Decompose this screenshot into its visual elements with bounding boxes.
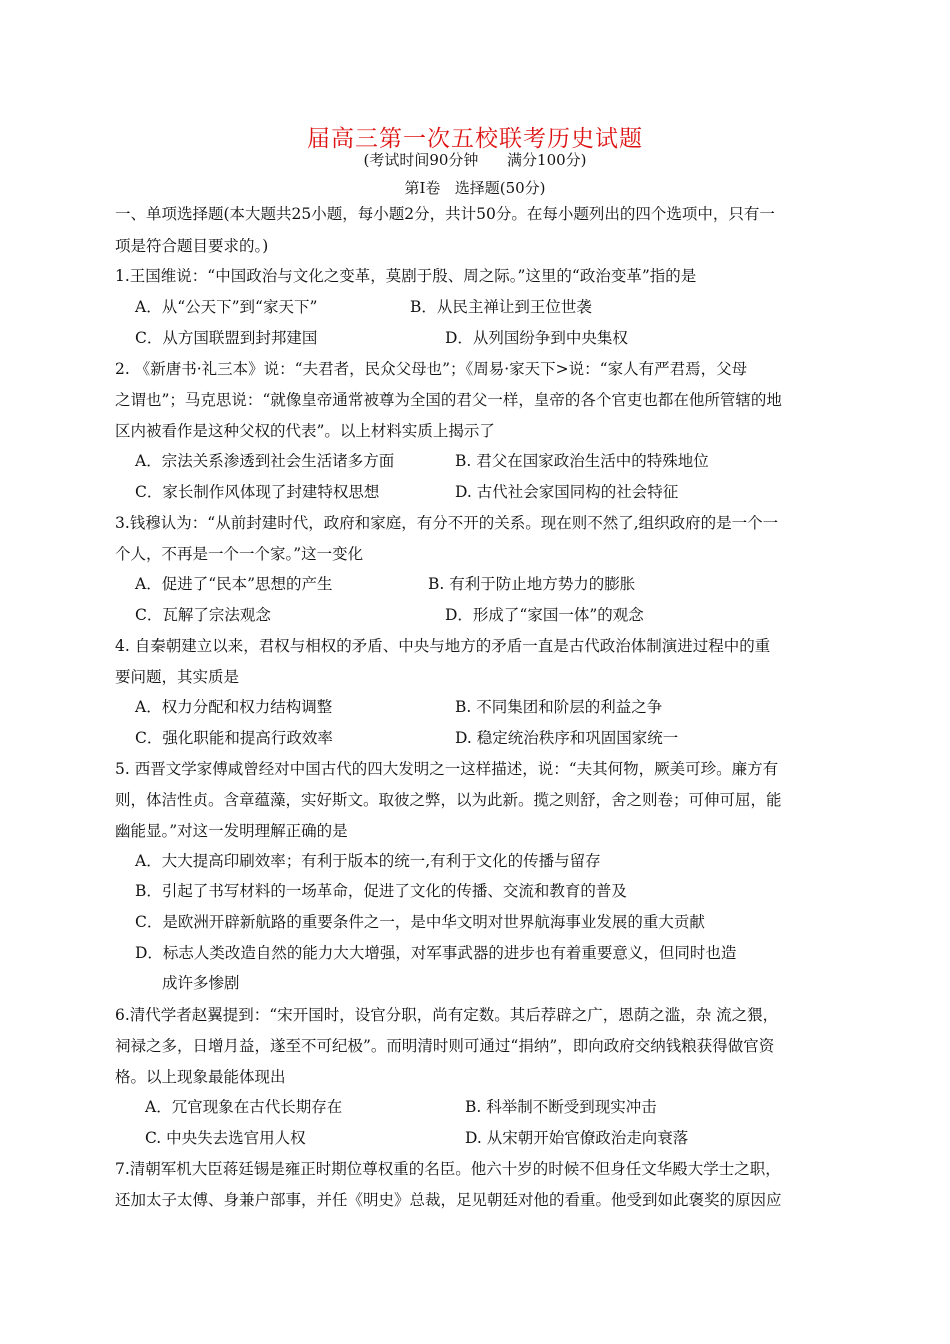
q3-stem-1: 3.钱穆认为：“从前封建时代，政府和家庭，有分不开的关系。现在则不然了,组织政府的是一个一	[115, 514, 779, 532]
q3-option-d: D．形成了“家国一体”的观念	[445, 606, 644, 624]
q5-option-c: C．是欧洲开辟新航路的重要条件之一，是中华文明对世界航海事业发展的重大贡献	[135, 913, 705, 931]
q2-stem-2: 之谓也”；马克思说：“就像皇帝通常被尊为全国的君父一样，皇帝的各个官吏也都在他所管辖的地	[115, 391, 782, 409]
page-title: 届高三第一次五校联考历史试题	[307, 126, 643, 152]
q6-stem-1: 6.清代学者赵翼提到：“宋开国时，设官分职，尚有定数。其后荐辟之广，恩荫之滥，杂 流之猥，	[115, 1006, 779, 1024]
q2-stem-1: 2. 《新唐书·礼三本》说：“夫君者，民众父母也”；《周易·家天下>说：“家人有严君焉，父母	[115, 360, 748, 378]
q6-option-d: D. 从宋朝开始官僚政治走向衰落	[465, 1129, 689, 1147]
q7-stem-1: 7.清朝军机大臣蒋廷锡是雍正时期位尊权重的名臣。他六十岁的时候不但身任文华殿大学士之职，	[115, 1160, 781, 1178]
q2-option-b: B. 君父在国家政治生活中的特殊地位	[455, 452, 709, 470]
q6-stem-3: 格。以上现象最能体现出	[115, 1068, 286, 1086]
q6-option-b: B. 科举制不断受到现实冲击	[465, 1098, 657, 1116]
q3-option-c: C．瓦解了宗法观念	[135, 606, 271, 624]
q2-stem-3: 区内被看作是这种父权的代表”。以上材料实质上揭示了	[115, 422, 495, 440]
q4-option-d: D. 稳定统治秩序和巩固国家统一	[455, 729, 679, 747]
instructions-line-1: 一、单项选择题(本大题共25小题，每小题2分，共计50分。在每小题列出的四个选项中，只有一	[115, 205, 775, 223]
q3-option-b: B. 有利于防止地方势力的膨胀	[428, 575, 636, 593]
q1-stem: 1.王国维说：“中国政治与文化之变革，莫剧于殷、周之际。”这里的“政治变革”指的是	[115, 267, 697, 285]
q1-option-c: C．从方国联盟到封邦建国	[135, 329, 318, 347]
q4-option-c: C．强化职能和提高行政效率	[135, 729, 333, 747]
q6-option-c: C. 中央失去选官用人权	[145, 1129, 306, 1147]
q1-option-d: D．从列国纷争到中央集权	[445, 329, 628, 347]
q6-option-a: A．冗官现象在古代长期存在	[145, 1098, 343, 1116]
q4-option-b: B. 不同集团和阶层的利益之争	[455, 698, 663, 716]
q5-stem-2: 则，体洁性贞。含章蕴藻，实好斯文。取彼之弊，以为此新。揽之则舒，舍之则卷；可伸可屈，能	[115, 791, 782, 809]
q2-option-d: D. 古代社会家国同构的社会特征	[455, 483, 679, 501]
q3-option-a: A．促进了“民本”思想的产生	[135, 575, 333, 593]
q5-stem-3: 幽能显。”对这一发明理解正确的是	[115, 822, 348, 840]
q2-option-a: A．宗法关系渗透到社会生活诸多方面	[135, 452, 395, 470]
q5-option-d-continued: 成许多惨剧	[162, 974, 240, 992]
q7-stem-2: 还加太子太傅、身兼户部事，并任《明史》总裁，足见朝廷对他的看重。他受到如此褒奖的原因应	[115, 1191, 782, 1209]
instructions-line-2: 项是符合题目要求的。)	[115, 237, 269, 255]
q1-option-a: A．从“公天下”到“家天下”	[135, 298, 318, 316]
exam-info: (考试时间90分钟 满分100分)	[363, 151, 587, 169]
q6-stem-2: 祠禄之多，日增月益，遂至不可纪极”。而明清时则可通过“捐纳”，即向政府交纳钱粮获得做官资	[115, 1037, 775, 1055]
section-heading: 第Ⅰ卷 选择题(50分)	[404, 179, 546, 197]
q1-option-b: B．从民主禅让到王位世袭	[410, 298, 592, 316]
q3-stem-2: 个人，不再是一个一个家。”这一变化	[115, 545, 364, 563]
q5-option-b: B．引起了书写材料的一场革命，促进了文化的传播、交流和教育的普及	[135, 882, 627, 900]
q2-option-c: C．家长制作风体现了封建特权思想	[135, 483, 380, 501]
q5-stem-1: 5. 西晋文学家傅咸曾经对中国古代的四大发明之一这样描述，说：“夫其何物，厥美可珍。廉方有	[115, 760, 779, 778]
q5-option-a: A．大大提高印刷效率；有利于版本的统一,有利于文化的传播与留存	[135, 852, 601, 870]
q5-option-d: D．标志人类改造自然的能力大大增强，对军事武器的进步也有着重要意义，但同时也造	[135, 944, 737, 962]
q4-stem-1: 4. 自秦朝建立以来，君权与相权的矛盾、中央与地方的矛盾一直是古代政治体制演进过程中的重	[115, 637, 771, 655]
q4-stem-2: 要问题，其实质是	[115, 668, 240, 686]
q4-option-a: A．权力分配和权力结构调整	[135, 698, 333, 716]
